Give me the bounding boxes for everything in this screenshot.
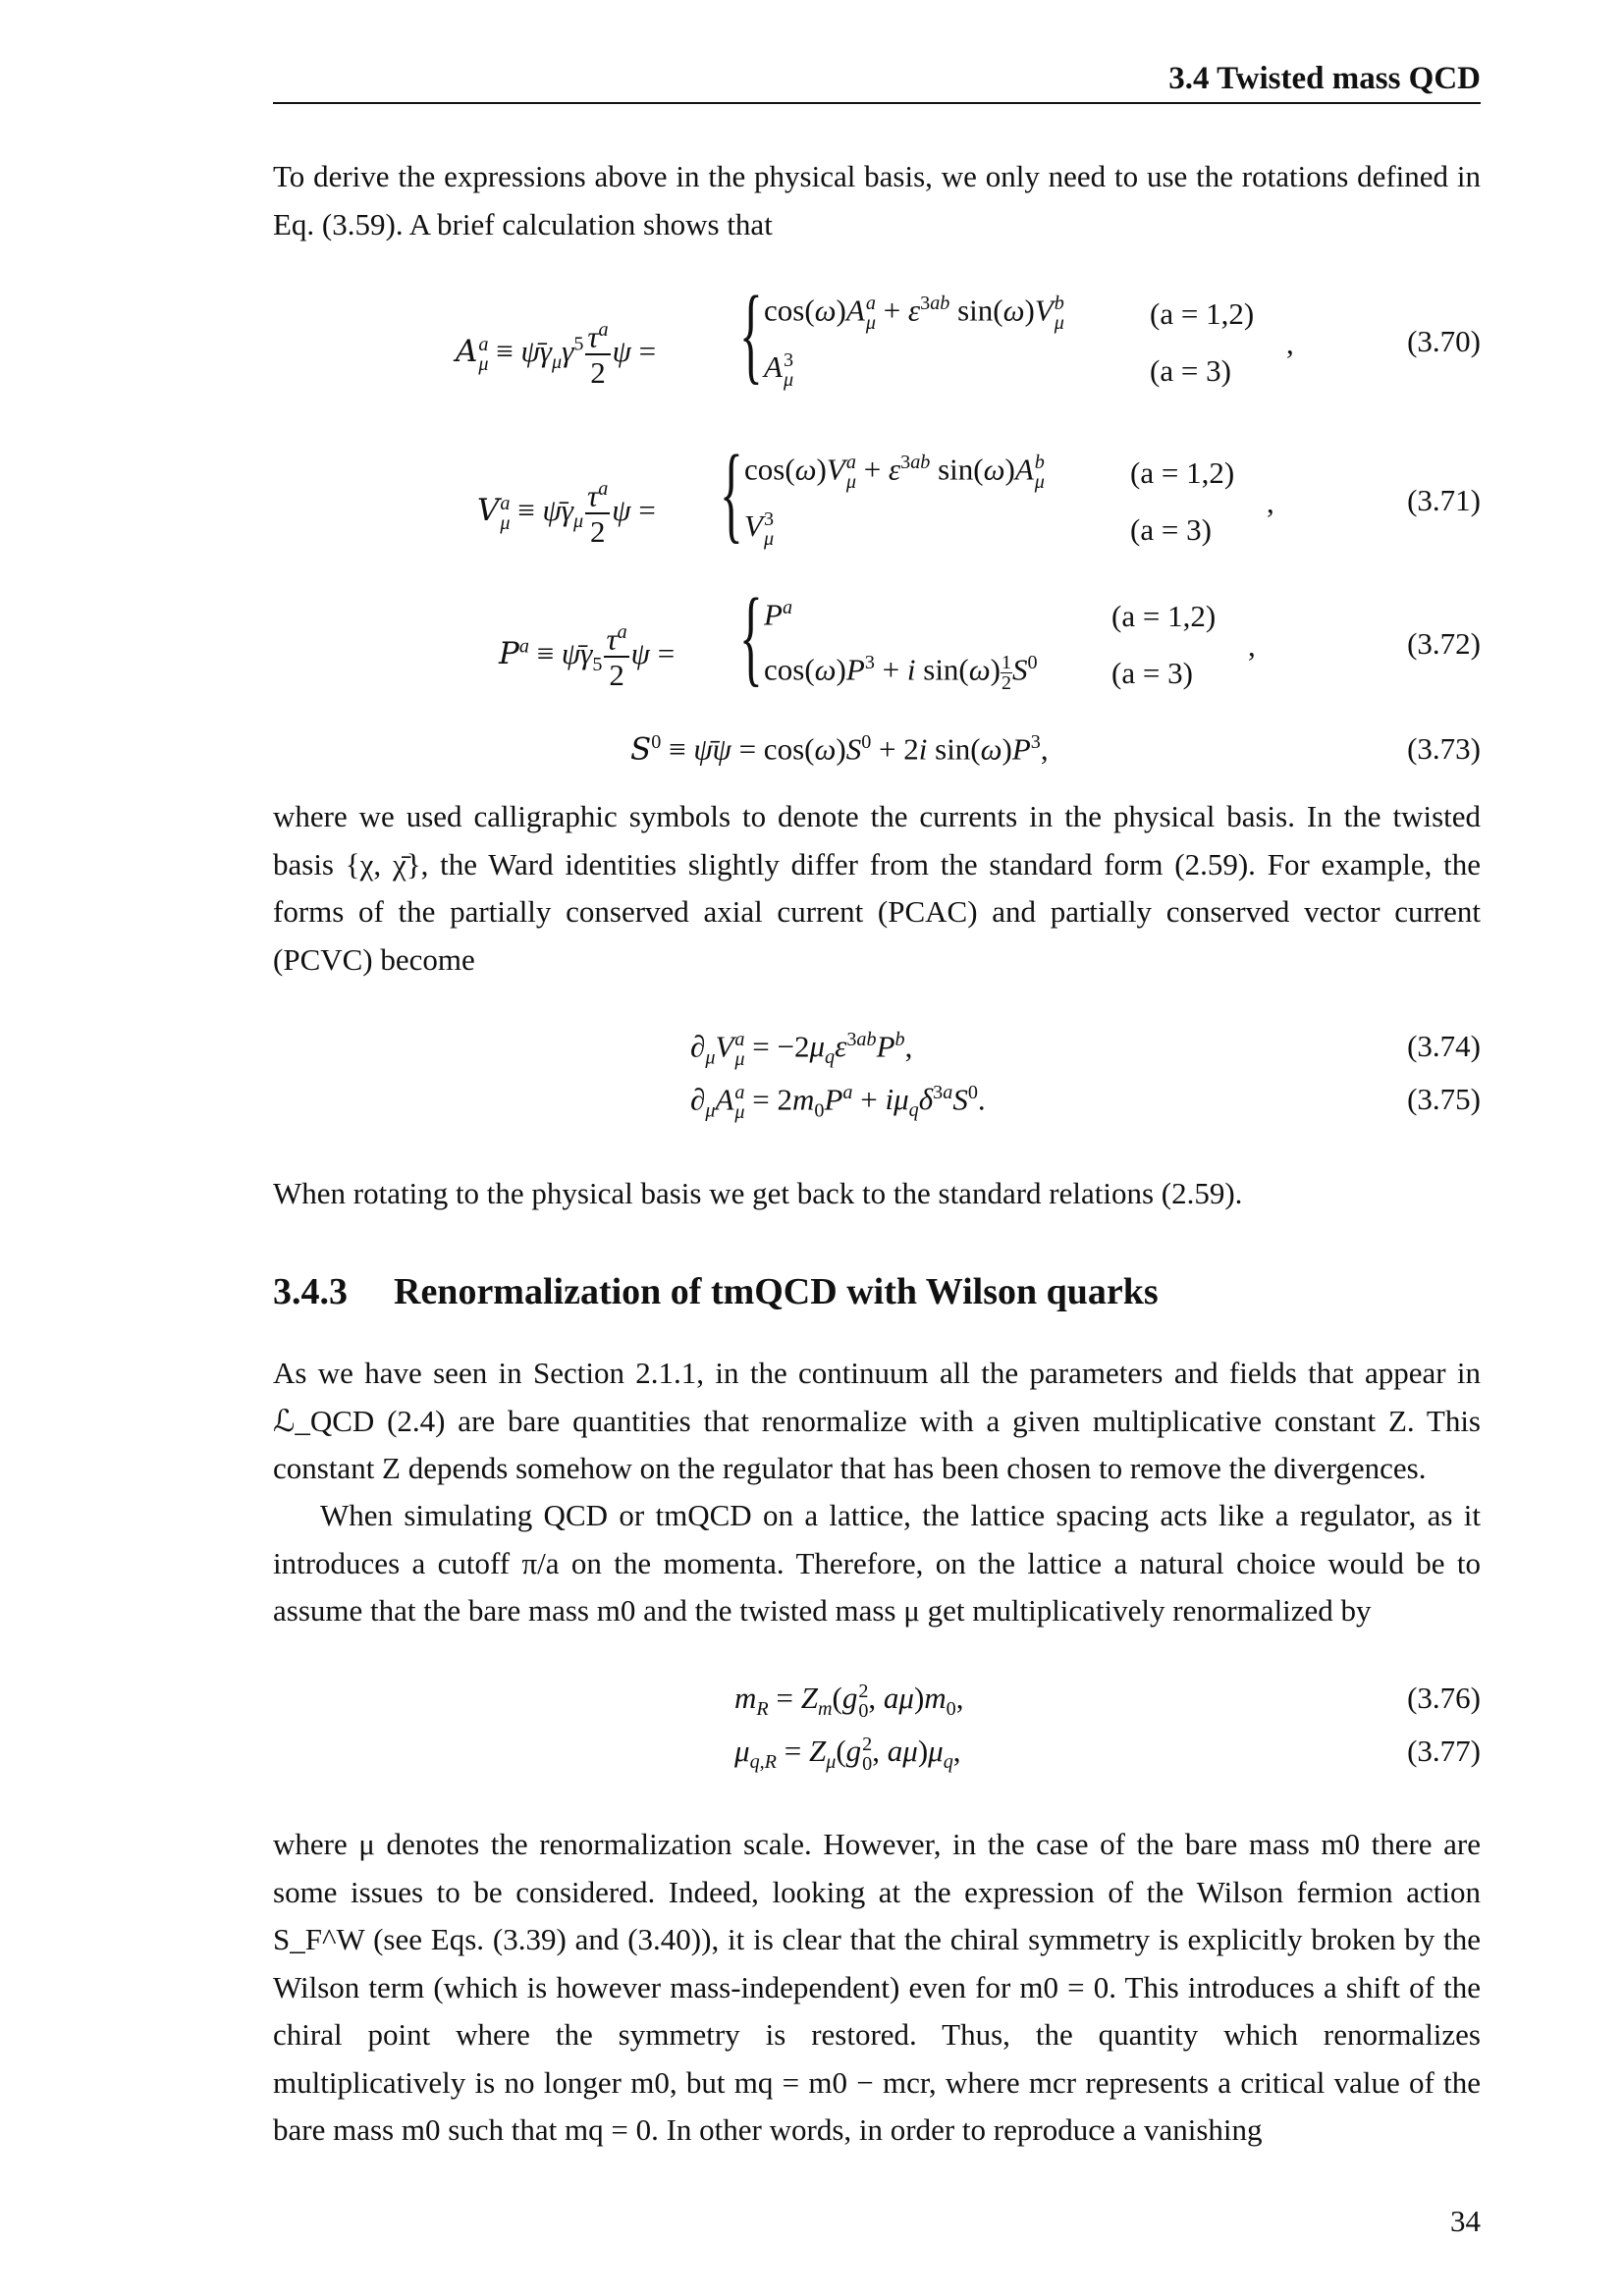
running-header bbox=[273, 55, 1481, 104]
paragraph-lattice: When simulating QCD or tmQCD on a lattice, the lattice spacing acts like a regulator, as it introduces a cutoff π/a on the momenta. Therefore, on the lattice a natural choice would be to assume that the bare mass m0 and the twisted mass μ get multiplicatively renormalized by bbox=[273, 1498, 1481, 1628]
eq-3-73-number: (3.73) bbox=[1407, 731, 1481, 766]
paragraph-physical-basis: When rotating to the physical basis we get back to the standard relations (2.59). bbox=[273, 1176, 1243, 1210]
eq-3-77-number: (3.77) bbox=[1407, 1734, 1481, 1768]
paragraph-intro: To derive the expressions above in the physical basis, we only need to use the rotations defined in Eq. (3.59). A brief calculation shows that bbox=[273, 159, 1481, 241]
equation-3-74 bbox=[273, 1029, 1481, 1071]
eq-3-72-case-2: $\cos(\omega)P^3 + i$ sin(ω) $\frac{1}{2}$ $S^0$ bbox=[764, 651, 1038, 694]
section-number: 3.4.3 bbox=[273, 1271, 348, 1312]
eq-3-74-number: (3.74) bbox=[1407, 1029, 1481, 1063]
equation-3-72: $P^a$ ≡ $\psī\gamma_5$ $\frac{\tau^a}{2}$ ψ = { $P^a$ $\cos(\omega)P^3 + i$ sin(ω) $\frac{1}{2}$ $S^0$ (a = 1,2) (a = 3) , (3.72) bbox=[499, 576, 1481, 696]
eq-3-72-brace: { bbox=[739, 576, 763, 696]
eq-3-70-brace: { bbox=[739, 274, 763, 394]
eq-3-74-body: $\partial_\mu V$ a μ = $-2\mu_q\varepsilon^{3ab}P^b$, bbox=[690, 1029, 913, 1071]
eq-3-71-cond-2: (a = 3) bbox=[1130, 512, 1212, 547]
section-heading bbox=[273, 1270, 1159, 1313]
equation-3-76 bbox=[273, 1681, 1481, 1720]
paragraph-ward-identities: where we used calligraphic symbols to denote the currents in the physical basis. In the twisted basis {χ, χ̄}, the Ward identities slightly differ from the standard form (2.59). For example, the forms of the partially conserved axial current (PCAC) and partially conserved vector current (PCVC) become bbox=[273, 799, 1481, 977]
page-number: 34 bbox=[1450, 2204, 1481, 2238]
eq-3-72-case-1: $P^a$ bbox=[764, 597, 793, 632]
eq-3-72-cond-2: (a = 3) bbox=[1111, 656, 1193, 690]
eq-3-71-number: (3.71) bbox=[1407, 483, 1481, 517]
eq-3-72-lhs: $P^a$ ≡ $\psī\gamma_5$ $\frac{\tau^a}{2}$ ψ = bbox=[499, 621, 676, 693]
eq-3-72-number: (3.72) bbox=[1407, 626, 1481, 661]
eq-3-77-body: $\mu_{q,R} = Z_\mu(g$ 2 0 , $a\mu)\mu_q$, bbox=[734, 1733, 961, 1775]
paragraph-continuum: As we have seen in Section 2.1.1, in the continuum all the parameters and fields that appear in ℒ_QCD (2.4) are bare quantities that renormalize with a given multiplicative constant Z. This constant Z depends somehow on the regulator that has been chosen to remove the divergences. bbox=[273, 1356, 1481, 1485]
eq-3-70-case-2: A 3 μ bbox=[764, 348, 794, 391]
eq-3-70-lhs: A a μ ≡ $\psī\gamma_\mu\gamma^5$ $\frac{\tau^a}{2}$ ψ = bbox=[456, 319, 657, 391]
equation-3-71: V a μ ≡ $\psī\gamma_\mu$ $\frac{\tau^a}{2}$ ψ = { cos(ω)V a μ + $\varepsilon^{3ab}$ sin(ω)A b μ V 3 μ (a = 1,2) (a = 3) , (3.71) bbox=[477, 433, 1481, 553]
eq-3-70-cond-1: (a = 1,2) bbox=[1150, 296, 1255, 331]
running-title: 3.4 Twisted mass QCD bbox=[1168, 61, 1481, 96]
eq-3-72-cond-1: (a = 1,2) bbox=[1111, 599, 1217, 633]
eq-3-75-body: $\partial_\mu A$ a μ = $2m_0P^a + i\mu_q\delta^{3a}S^0$. bbox=[690, 1082, 986, 1124]
eq-3-71-cond-1: (a = 1,2) bbox=[1130, 455, 1235, 490]
eq-3-71-case-2: V 3 μ bbox=[744, 507, 775, 550]
eq-3-71-brace: { bbox=[720, 433, 743, 553]
eq-3-76-body: $m_R = Z_m(g$ 2 0 , $a\mu)m_0$, bbox=[734, 1680, 964, 1722]
eq-3-73-body: $S^0$ ≡ ψ̄ψ = $\cos(\omega)S^0 + 2i$ $\sin(\omega)P^3$, bbox=[630, 731, 1049, 768]
eq-3-71-lhs: V a μ ≡ $\psī\gamma_\mu$ $\frac{\tau^a}{2}$ ψ = bbox=[477, 478, 656, 550]
eq-3-75-number: (3.75) bbox=[1407, 1082, 1481, 1116]
eq-3-70-cond-2: (a = 3) bbox=[1150, 353, 1231, 388]
eq-3-70-case-1: cos(ω)A a μ + $\varepsilon^{3ab}$ sin(ω)V b μ bbox=[764, 293, 1064, 335]
eq-3-71-case-1: cos(ω)V a μ + $\varepsilon^{3ab}$ sin(ω)A b μ bbox=[744, 452, 1045, 494]
paragraph-chiral-symmetry: where μ denotes the renormalization scale. However, in the case of the bare mass m0 there are some issues to be considered. Indeed, looking at the expression of the Wilson fermion action S_F^W (see Eqs. (3.39) and (3.40)), it is clear that the chiral symmetry is explicitly broken by the Wilson term (which is however mass-independent) even for m0 = 0. This introduces a shift of the chiral point where the symmetry is restored. Thus, the quantity which renormalizes multiplicatively is no longer m0, but mq = m0 − mcr, where mcr represents a critical value of the bare mass m0 such that mq = 0. In other words, in order to reproduce a vanishing bbox=[273, 1827, 1481, 2147]
equation-3-70: A a μ ≡ $\psī\gamma_\mu\gamma^5$ $\frac{\tau^a}{2}$ ψ = { cos(ω)A a μ + $\varepsilon^{3ab}$ sin(ω)V b μ A 3 μ (a = 1,2) (a = 3) , (3.70) bbox=[456, 274, 1481, 394]
equation-3-75 bbox=[273, 1082, 1481, 1124]
eq-3-76-number: (3.76) bbox=[1407, 1681, 1481, 1715]
equation-3-73 bbox=[273, 731, 1481, 771]
section-title: Renormalization of tmQCD with Wilson quarks bbox=[394, 1271, 1159, 1312]
eq-3-70-number: (3.70) bbox=[1407, 324, 1481, 358]
equation-3-77 bbox=[273, 1734, 1481, 1773]
